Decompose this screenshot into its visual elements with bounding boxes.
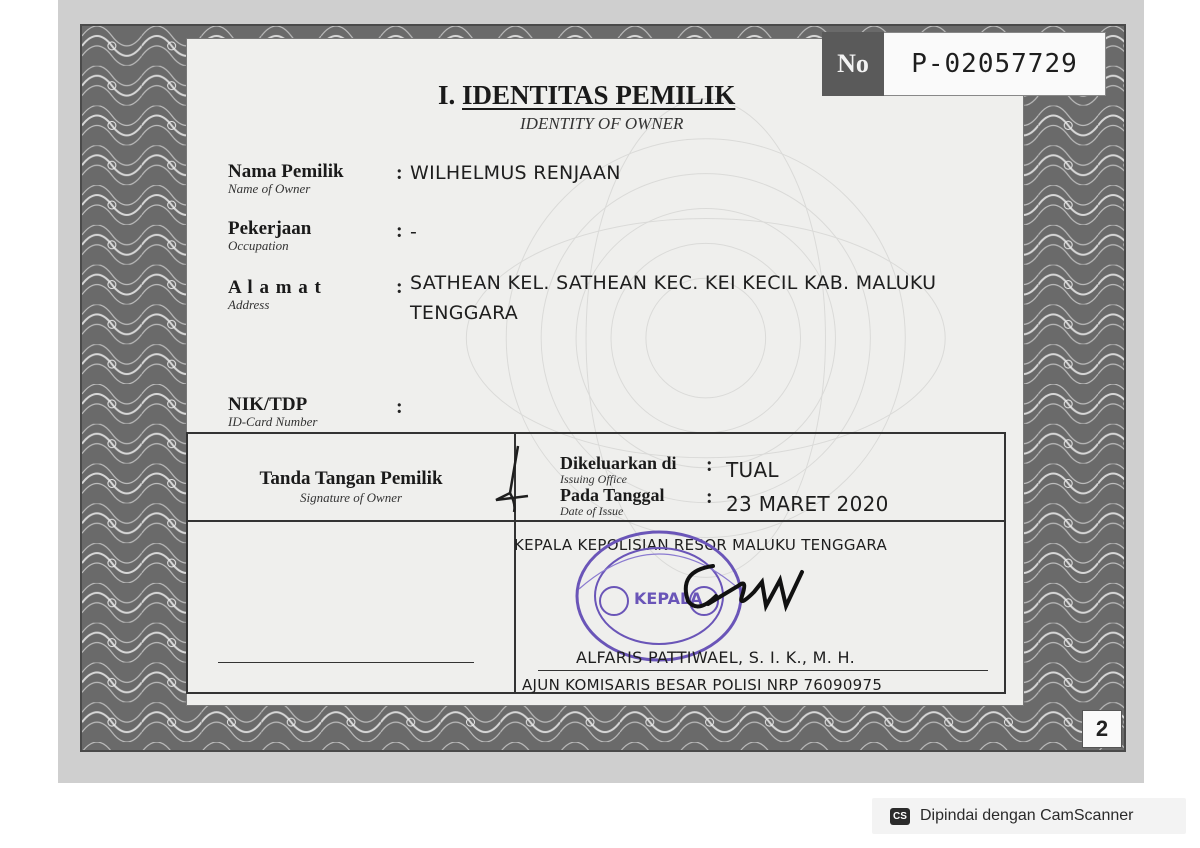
address-value-line2: TENGGARA [410, 302, 519, 324]
owner-signature-sublabel: Signature of Owner [299, 490, 403, 505]
issuing-office-label-text: Dikeluarkan di [560, 453, 677, 473]
nik-sublabel: ID-Card Number [228, 414, 318, 429]
address-label-text: A l a m a t [228, 277, 322, 298]
official-signature-scribble [658, 546, 838, 626]
nik-colon: : [396, 396, 403, 418]
name-label [228, 162, 344, 195]
official-rank: AJUN KOMISARIS BESAR POLISI NRP 76090975 [522, 676, 883, 694]
name-sublabel: Name of Owner [228, 181, 311, 196]
address-sublabel: Address [228, 297, 270, 312]
issuing-office-sublabel: Issuing Office [560, 472, 627, 486]
official-name-underline [538, 670, 988, 671]
table-divider-horizontal [188, 520, 1004, 522]
date-of-issue-value: 23 MARET 2020 [726, 492, 889, 516]
title-text: IDENTITAS PEMILIK [462, 80, 736, 110]
address-value-line1: SATHEAN KEL. SATHEAN KEC. KEI KECIL KAB. MALUKU [410, 272, 937, 294]
camscanner-icon: CS [890, 808, 910, 825]
section-number: I. [438, 80, 456, 110]
date-of-issue-label [560, 486, 665, 517]
issuing-office-value: TUAL [726, 458, 779, 482]
owner-name-value: WILHELMUS RENJAAN [410, 162, 621, 184]
date-of-issue-label-text: Pada Tanggal [560, 485, 665, 505]
nik-label-text: NIK/TDP [228, 394, 308, 415]
camscanner-watermark [872, 798, 1186, 834]
date-of-issue-sublabel: Date of Issue [560, 504, 624, 518]
date-of-issue-colon: : [706, 486, 713, 508]
nik-label [228, 395, 317, 428]
serial-label: No [822, 32, 884, 96]
occupation-sublabel: Occupation [228, 238, 289, 253]
occupation-colon: : [396, 220, 403, 242]
serial-number: P-02057729 [884, 32, 1106, 96]
occupation-value: - [410, 221, 418, 243]
occupation-label-text: Pekerjaan [228, 218, 312, 239]
name-colon: : [396, 162, 403, 184]
name-label-text: Nama Pemilik [228, 161, 344, 182]
official-title: KEPALA KEPOLISIAN RESOR MALUKU TENGGARA [514, 536, 888, 554]
address-label [228, 278, 322, 311]
address-colon: : [396, 276, 403, 298]
page-subtitle: IDENTITY OF OWNER [520, 114, 684, 133]
stamp-text: KEPALA [634, 589, 703, 608]
owner-signature-line [218, 662, 474, 663]
serial-number-box [822, 32, 1106, 96]
signature-table [186, 432, 1006, 694]
occupation-label [228, 219, 311, 252]
scanned-document [58, 0, 1144, 783]
owner-signature-label: Tanda Tangan Pemilik [259, 468, 443, 489]
official-name: ALFARIS PATTIWAEL, S. I. K., M. H. [576, 648, 855, 667]
owner-signature-scribble [488, 438, 548, 518]
issuing-office-label [560, 454, 677, 485]
page-number: 2 [1082, 710, 1122, 748]
page-title [438, 80, 838, 111]
camscanner-text: Dipindai dengan CamScanner [920, 807, 1134, 824]
issuing-office-colon: : [706, 454, 713, 476]
